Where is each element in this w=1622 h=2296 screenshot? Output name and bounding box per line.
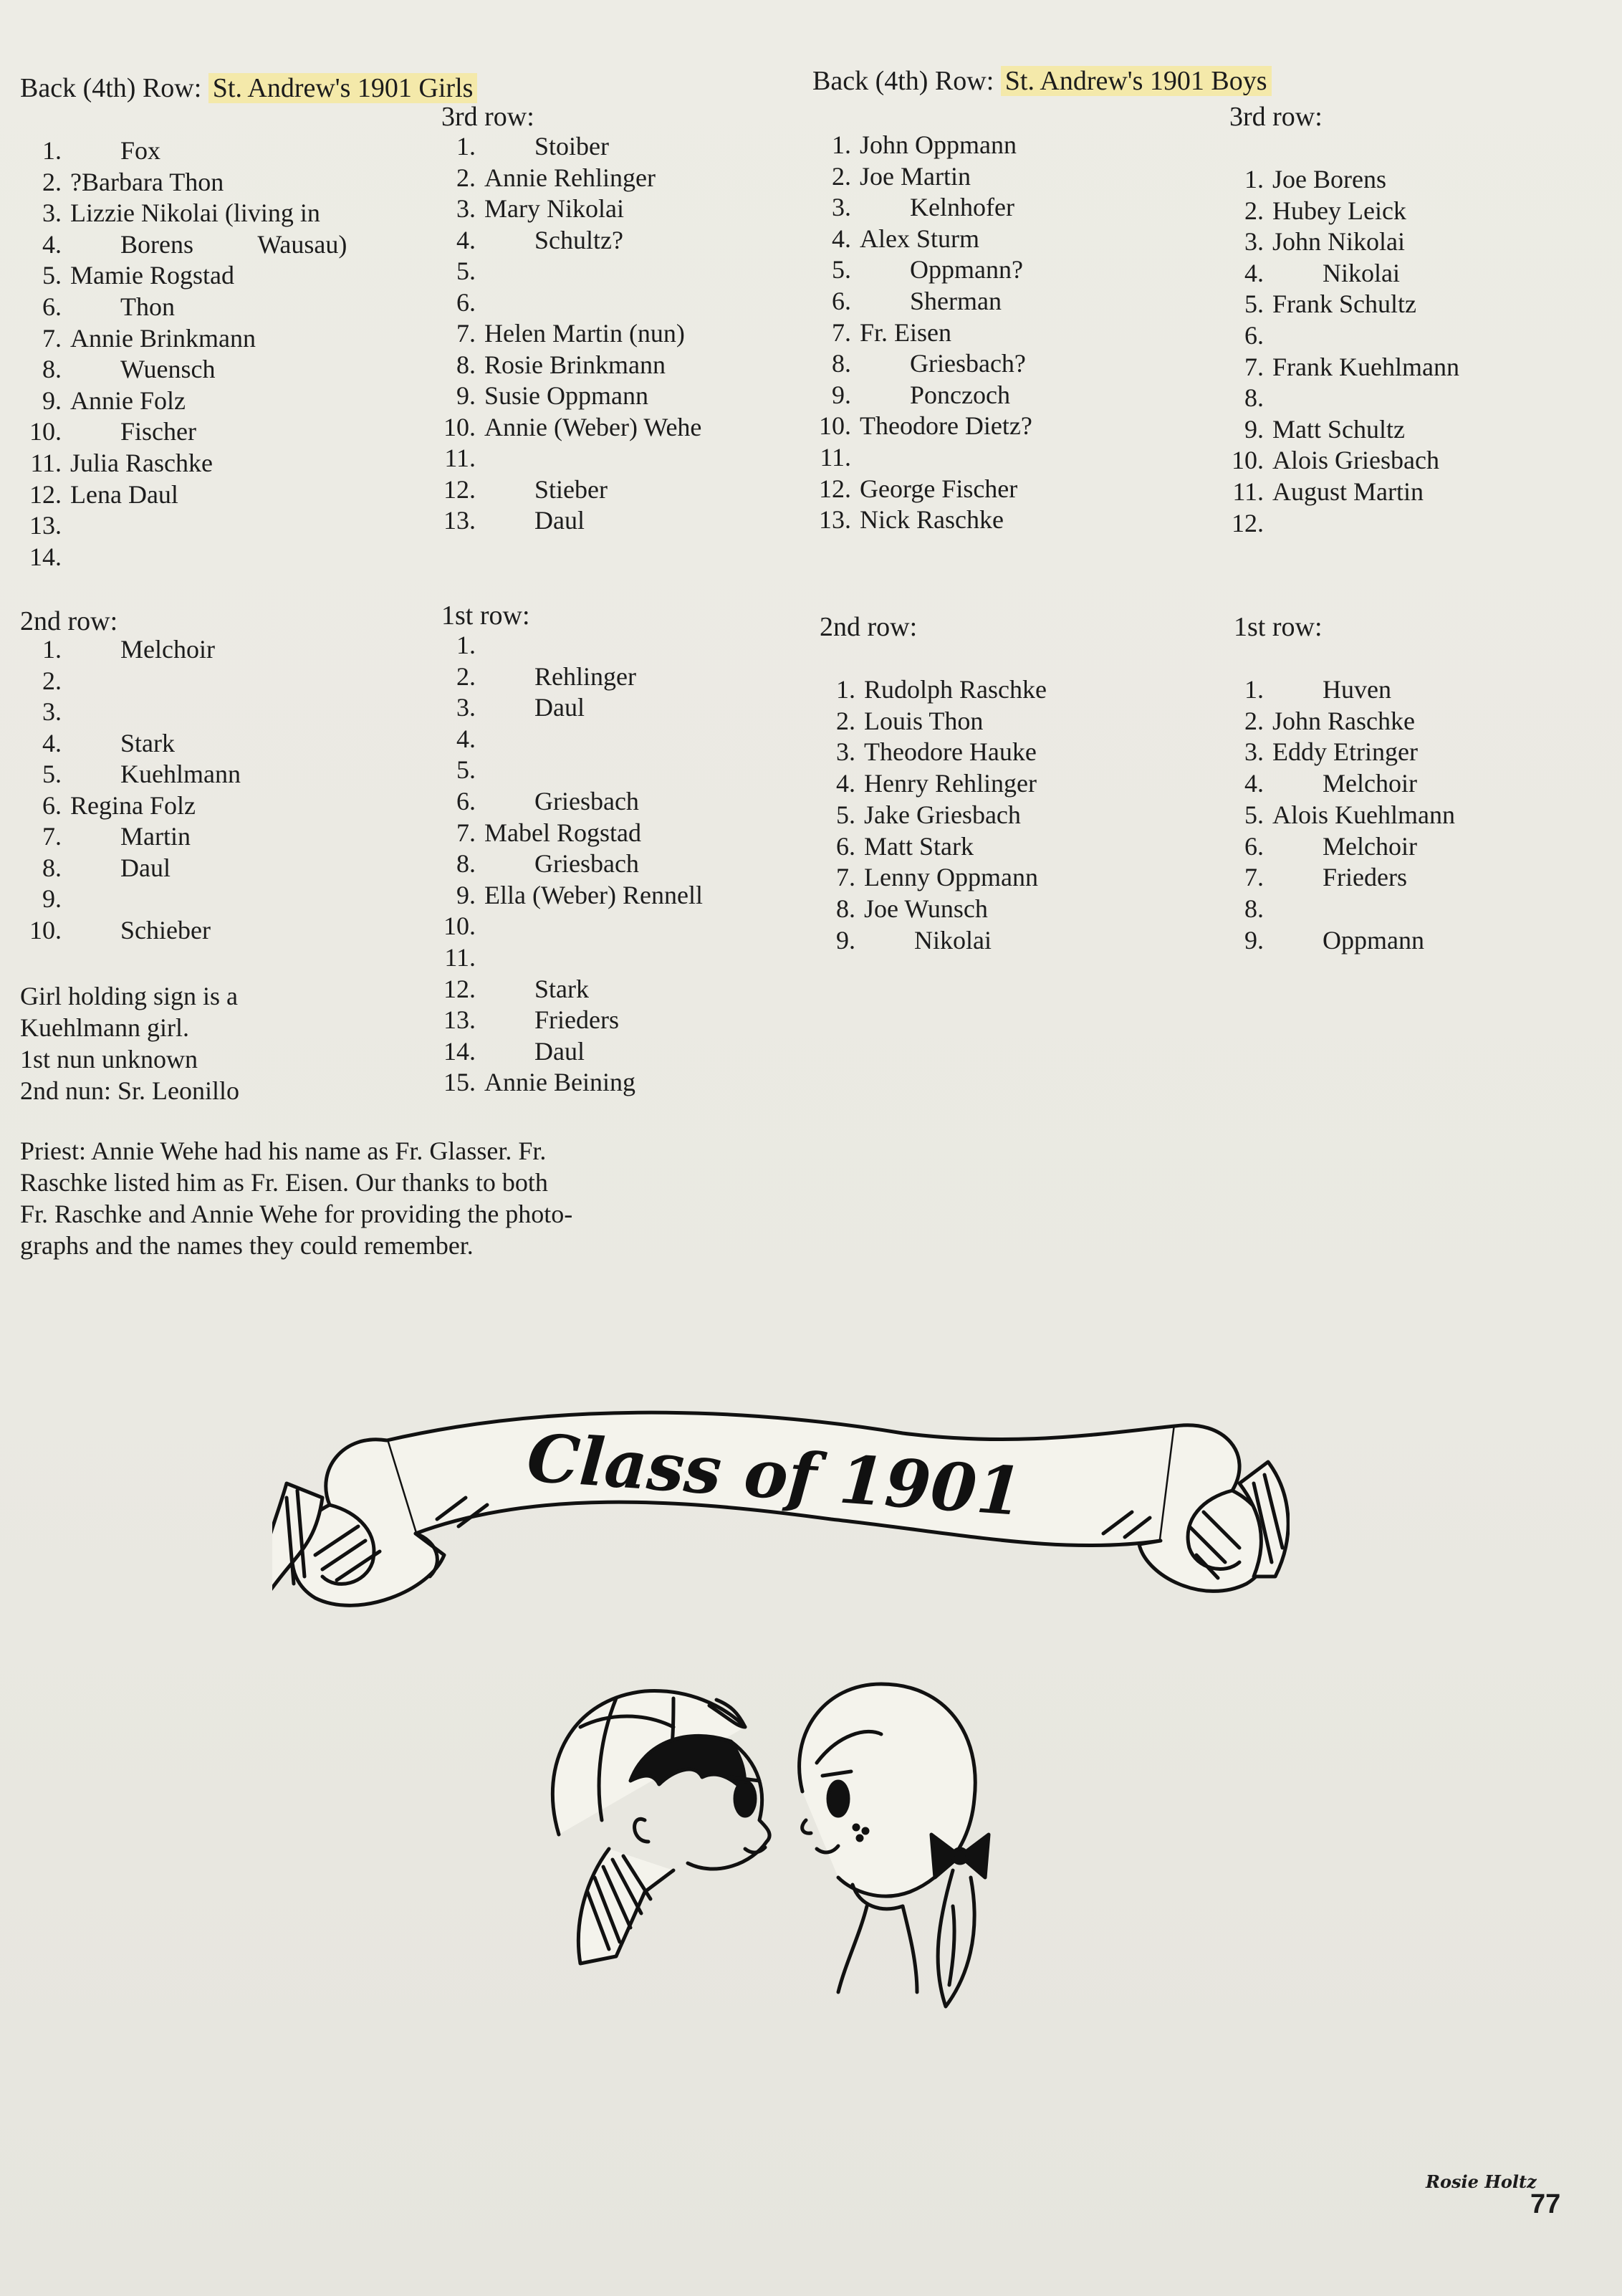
list-item bbox=[430, 224, 623, 256]
list-item bbox=[430, 1004, 619, 1035]
item-number: 1. bbox=[42, 635, 62, 664]
list-item bbox=[430, 504, 585, 536]
item-number: 1. bbox=[42, 136, 62, 165]
item-name: Theodore Dietz? bbox=[860, 411, 1032, 441]
item-number: 10. bbox=[29, 417, 62, 446]
item-number: 4. bbox=[42, 728, 62, 757]
list-item bbox=[805, 129, 1017, 161]
item-name: Griesbach bbox=[534, 849, 639, 879]
list-item bbox=[16, 883, 70, 914]
item-name: Melchoir bbox=[1323, 769, 1417, 798]
girls-second-row-heading: 2nd row: bbox=[20, 606, 118, 636]
note-first-nun: 1st nun unknown bbox=[20, 1045, 198, 1073]
item-number: 1. bbox=[1244, 675, 1264, 704]
item-number: 14. bbox=[443, 1036, 476, 1066]
girls-third-row-heading: 3rd row: bbox=[441, 102, 534, 132]
item-number: 10. bbox=[1232, 446, 1264, 475]
item-name: Griesbach? bbox=[910, 349, 1026, 378]
item-number: 2. bbox=[1244, 706, 1264, 735]
item-number: 11. bbox=[820, 443, 851, 472]
list-item bbox=[430, 411, 701, 443]
item-number: 12. bbox=[443, 474, 476, 504]
item-name: Alex Sturm bbox=[860, 224, 979, 253]
item-name: Susie Oppmann bbox=[484, 381, 648, 410]
item-name: Stark bbox=[534, 974, 589, 1003]
item-name: Alois Griesbach bbox=[1272, 446, 1439, 475]
list-item bbox=[16, 353, 216, 385]
list-item bbox=[16, 259, 234, 291]
item-name: Daul bbox=[534, 1036, 585, 1066]
list-item bbox=[810, 831, 974, 862]
list-item bbox=[810, 924, 992, 956]
item-name: Lizzie Nikolai (living in bbox=[70, 198, 320, 228]
item-number: 7. bbox=[836, 863, 855, 892]
note-sign-girl: Girl holding sign is a bbox=[20, 982, 238, 1010]
item-number: 8. bbox=[42, 853, 62, 882]
list-item bbox=[1218, 799, 1455, 831]
item-number: 13. bbox=[443, 506, 476, 535]
item-number: 11. bbox=[1232, 477, 1264, 506]
list-item bbox=[16, 447, 213, 479]
item-name: Daul bbox=[534, 506, 585, 535]
item-number: 9. bbox=[832, 380, 851, 409]
item-number: 7. bbox=[456, 319, 476, 348]
list-item bbox=[805, 191, 1014, 223]
item-number: 12. bbox=[29, 479, 62, 509]
item-number: 11. bbox=[30, 449, 62, 477]
item-name: John Raschke bbox=[1272, 706, 1415, 735]
item-number: 3. bbox=[42, 198, 62, 228]
item-name: Regina Folz bbox=[70, 790, 196, 820]
item-name: Annie Brinkmann bbox=[70, 323, 256, 353]
item-name: Stieber bbox=[534, 474, 608, 504]
item-name: Joe Wunsch bbox=[864, 894, 988, 923]
item-number: 12. bbox=[819, 474, 851, 503]
note-second-nun: 2nd nun: Sr. Leonillo bbox=[20, 1076, 239, 1105]
item-name: Martin bbox=[120, 822, 191, 851]
item-number: 7. bbox=[42, 323, 62, 353]
item-number: 11. bbox=[444, 943, 476, 972]
item-number: 7. bbox=[1244, 863, 1264, 892]
girls-back-row-heading: Back (4th) Row: St. Andrew's 1901 Girls bbox=[20, 72, 477, 105]
item-name: Annie (Weber) Wehe bbox=[484, 412, 702, 441]
item-number: 6. bbox=[456, 787, 476, 815]
list-item bbox=[430, 1066, 635, 1098]
item-name: Sherman bbox=[910, 287, 1002, 315]
item-name: Melchoir bbox=[120, 635, 215, 664]
priest-note-line: graphs and the names they could remember. bbox=[20, 1231, 474, 1260]
list-item bbox=[16, 166, 224, 198]
item-name: Fischer bbox=[120, 417, 196, 446]
list-item bbox=[810, 674, 1047, 705]
item-name: Nikolai bbox=[1323, 258, 1400, 287]
list-item bbox=[1218, 476, 1424, 507]
list-item bbox=[430, 193, 624, 224]
item-name: Thon bbox=[120, 292, 175, 321]
item-name: Matt Stark bbox=[864, 831, 974, 861]
item-name: Joe Martin bbox=[860, 161, 971, 191]
list-item bbox=[430, 910, 484, 942]
item-number: 8. bbox=[456, 849, 476, 879]
item-number: 3. bbox=[1244, 227, 1264, 257]
item-name: Rudolph Raschke bbox=[864, 675, 1047, 704]
list-item bbox=[16, 197, 320, 229]
item-name: August Martin bbox=[1272, 477, 1424, 506]
list-item bbox=[16, 510, 70, 541]
list-item bbox=[430, 973, 589, 1005]
item-name: Frank Schultz bbox=[1272, 290, 1416, 319]
item-name: Griesbach bbox=[534, 787, 639, 815]
list-item bbox=[1218, 320, 1272, 351]
item-number: 13. bbox=[29, 511, 62, 540]
list-item bbox=[1218, 767, 1417, 799]
list-item bbox=[16, 322, 256, 354]
girls-first-row-heading: 1st row: bbox=[441, 601, 530, 631]
item-name: Mabel Rogstad bbox=[484, 818, 641, 847]
item-number: 1. bbox=[836, 675, 855, 704]
item-number: 4. bbox=[456, 724, 476, 753]
list-item bbox=[430, 317, 685, 349]
list-item bbox=[430, 692, 585, 723]
item-number: 8. bbox=[42, 355, 62, 384]
item-name: John Oppmann bbox=[860, 130, 1017, 159]
item-number: 6. bbox=[836, 831, 855, 861]
priest-note-line: Priest: Annie Wehe had his name as Fr. Glasser. Fr. bbox=[20, 1137, 547, 1165]
item-number: 7. bbox=[456, 818, 476, 847]
class-of-1901-illustration bbox=[272, 1390, 1290, 2049]
item-name: Kelnhofer bbox=[910, 193, 1014, 222]
list-item bbox=[1218, 257, 1400, 289]
item-number: 7. bbox=[42, 822, 62, 851]
list-item bbox=[1218, 507, 1272, 539]
item-number: 7. bbox=[832, 317, 851, 347]
list-item bbox=[430, 785, 639, 817]
item-number: 2. bbox=[42, 666, 62, 695]
item-number: 5. bbox=[456, 257, 476, 285]
list-item bbox=[1218, 674, 1391, 705]
item-name: Matt Schultz bbox=[1272, 414, 1405, 444]
list-item bbox=[805, 348, 1026, 379]
list-item bbox=[805, 379, 1010, 411]
list-item bbox=[805, 317, 951, 348]
item-number: 6. bbox=[832, 287, 851, 315]
item-number: 4. bbox=[1244, 769, 1264, 798]
list-item bbox=[805, 441, 860, 473]
priest-note-line: Raschke listed him as Fr. Eisen. Our thanks to both bbox=[20, 1168, 548, 1197]
item-name: Ella (Weber) Rennell bbox=[484, 880, 703, 909]
list-item bbox=[16, 479, 178, 510]
item-name: Schultz? bbox=[534, 225, 623, 254]
item-number: 8. bbox=[836, 894, 855, 923]
item-number: 9. bbox=[456, 880, 476, 909]
list-item bbox=[16, 758, 241, 790]
item-name: Stark bbox=[120, 728, 175, 757]
item-number: 5. bbox=[1244, 290, 1264, 319]
item-name: Melchoir bbox=[1323, 831, 1417, 861]
item-name: Frieders bbox=[534, 1005, 619, 1035]
item-number: 11. bbox=[444, 444, 476, 472]
item-name: Eddy Etringer bbox=[1272, 737, 1418, 767]
list-item bbox=[430, 942, 484, 973]
item-name: Huven bbox=[1323, 675, 1391, 704]
list-item bbox=[16, 291, 175, 322]
priest-note-line: Fr. Raschke and Annie Wehe for providing the photo- bbox=[20, 1200, 573, 1228]
item-name: George Fischer bbox=[860, 474, 1018, 503]
item-number: 6. bbox=[42, 292, 62, 321]
item-number: 9. bbox=[836, 925, 855, 955]
item-name: Helen Martin (nun) bbox=[484, 319, 685, 348]
item-number: 8. bbox=[1244, 383, 1264, 413]
list-item bbox=[16, 416, 196, 447]
list-item bbox=[430, 879, 703, 911]
item-number: 4. bbox=[1244, 258, 1264, 287]
item-number: 2. bbox=[456, 661, 476, 691]
list-item bbox=[1218, 893, 1272, 924]
item-name: Nick Raschke bbox=[860, 505, 1004, 535]
item-number: 10. bbox=[443, 412, 476, 441]
list-item bbox=[16, 633, 215, 665]
item-number: 5. bbox=[456, 755, 476, 785]
item-number: 12. bbox=[443, 974, 476, 1003]
list-item bbox=[810, 705, 983, 737]
list-item bbox=[430, 474, 608, 505]
item-number: 1. bbox=[456, 132, 476, 161]
list-item bbox=[430, 442, 484, 474]
list-item bbox=[810, 893, 988, 924]
list-item bbox=[430, 723, 484, 755]
item-number: 8. bbox=[832, 349, 851, 378]
note-kuehlmann: Kuehlmann girl. bbox=[20, 1013, 189, 1042]
boys-first-row-heading: 1st row: bbox=[1234, 612, 1323, 642]
item-number: 10. bbox=[443, 912, 476, 941]
item-number: 8. bbox=[456, 350, 476, 379]
list-item bbox=[430, 162, 656, 193]
item-name: Oppmann? bbox=[910, 255, 1023, 284]
item-number: 5. bbox=[1244, 800, 1264, 829]
list-item bbox=[1218, 413, 1405, 445]
list-item bbox=[805, 161, 971, 192]
list-item bbox=[430, 1035, 585, 1067]
list-item bbox=[1218, 861, 1407, 893]
list-item bbox=[430, 130, 609, 162]
list-item bbox=[430, 380, 648, 411]
item-number: 12. bbox=[1232, 508, 1264, 537]
list-item bbox=[1218, 288, 1416, 320]
page-number: 77 bbox=[1530, 2189, 1561, 2219]
item-number: 9. bbox=[42, 386, 62, 415]
list-item bbox=[430, 754, 484, 785]
list-item bbox=[16, 727, 175, 759]
item-number: 13. bbox=[819, 505, 851, 535]
item-name: Julia Raschke bbox=[70, 449, 213, 477]
item-number: 6. bbox=[42, 790, 62, 820]
item-number: 2. bbox=[1244, 196, 1264, 225]
item-number: 2. bbox=[42, 167, 62, 196]
list-item bbox=[805, 285, 1002, 317]
item-name: Louis Thon bbox=[864, 706, 984, 735]
item-name: Alois Kuehlmann bbox=[1272, 800, 1455, 829]
item-number: 15. bbox=[443, 1068, 476, 1097]
item-name: ?Barbara Thon bbox=[70, 167, 224, 196]
list-item bbox=[430, 629, 484, 661]
item-number: 5. bbox=[836, 800, 855, 829]
item-number: 5. bbox=[832, 255, 851, 284]
item-number: 13. bbox=[443, 1005, 476, 1035]
item-name: Frieders bbox=[1323, 863, 1407, 892]
list-item bbox=[810, 767, 1037, 799]
item-name: Lena Daul bbox=[70, 479, 178, 509]
artist-signature: Rosie Holtz bbox=[1426, 2171, 1537, 2192]
list-item bbox=[1218, 736, 1418, 767]
item-number: 1. bbox=[1244, 165, 1264, 193]
item-number: 3. bbox=[836, 737, 855, 767]
item-name: Nikolai bbox=[914, 925, 992, 955]
list-item bbox=[1218, 195, 1406, 226]
item-name: Annie Rehlinger bbox=[484, 163, 656, 192]
item-name: Joe Borens bbox=[1272, 165, 1386, 193]
item-number: 1. bbox=[832, 130, 851, 159]
list-item bbox=[430, 817, 641, 848]
item-name: Henry Rehlinger bbox=[864, 769, 1037, 798]
boys-second-row-heading: 2nd row: bbox=[820, 612, 918, 642]
item-number: 3. bbox=[42, 697, 62, 726]
item-number: 4. bbox=[456, 225, 476, 254]
item-name: Daul bbox=[534, 693, 585, 722]
list-item bbox=[1218, 831, 1417, 862]
list-item bbox=[810, 736, 1037, 767]
item-number: 5. bbox=[42, 760, 62, 788]
item-name: Rehlinger bbox=[534, 661, 636, 691]
list-item bbox=[430, 255, 484, 287]
list-item bbox=[16, 852, 171, 884]
item-number: 7. bbox=[1244, 352, 1264, 381]
item-name: Oppmann bbox=[1323, 925, 1424, 955]
item-name: Mamie Rogstad bbox=[70, 261, 234, 290]
item-name: Hubey Leick bbox=[1272, 196, 1406, 225]
boys-third-row-heading: 3rd row: bbox=[1229, 102, 1323, 132]
list-item bbox=[16, 665, 70, 697]
item-name: Jake Griesbach bbox=[864, 800, 1021, 829]
item-name: Schieber bbox=[120, 915, 211, 944]
item-name: Wuensch bbox=[120, 355, 216, 384]
list-item bbox=[16, 914, 211, 946]
item-number: 9. bbox=[456, 381, 476, 410]
list-item bbox=[1218, 351, 1459, 383]
item-number: 10. bbox=[29, 915, 62, 944]
item-name: Rosie Brinkmann bbox=[484, 350, 666, 379]
list-item bbox=[805, 223, 979, 254]
list-item bbox=[16, 541, 70, 573]
list-item bbox=[1218, 163, 1386, 195]
list-item bbox=[430, 287, 484, 318]
item-name: Daul bbox=[120, 853, 171, 882]
item-number: 6. bbox=[1244, 831, 1264, 861]
item-name: Theodore Hauke bbox=[864, 737, 1037, 767]
list-item bbox=[16, 696, 70, 727]
item-number: 4. bbox=[832, 224, 851, 253]
item-name: Borens Wausau) bbox=[120, 229, 347, 259]
item-name: Annie Beining bbox=[484, 1068, 635, 1097]
list-item bbox=[16, 385, 186, 416]
item-name: Ponczoch bbox=[910, 380, 1010, 409]
item-number: 4. bbox=[42, 229, 62, 259]
item-number: 3. bbox=[456, 194, 476, 223]
item-number: 6. bbox=[1244, 321, 1264, 350]
list-item bbox=[430, 349, 666, 381]
item-number: 2. bbox=[836, 706, 855, 735]
item-number: 1. bbox=[456, 631, 476, 659]
list-item bbox=[1218, 444, 1439, 476]
item-number: 5. bbox=[42, 261, 62, 290]
list-item bbox=[16, 135, 160, 166]
list-item bbox=[1218, 924, 1424, 956]
boys-back-row-heading: Back (4th) Row: St. Andrew's 1901 Boys bbox=[812, 64, 1272, 97]
item-number: 14. bbox=[29, 542, 62, 571]
list-item bbox=[810, 799, 1021, 831]
list-item bbox=[16, 229, 347, 260]
item-name: Stoiber bbox=[534, 132, 609, 161]
item-number: 4. bbox=[836, 769, 855, 798]
item-name: John Nikolai bbox=[1272, 227, 1405, 257]
item-name: Frank Kuehlmann bbox=[1272, 352, 1459, 381]
list-item bbox=[805, 254, 1023, 285]
banner-text: Class of 1901 bbox=[524, 1419, 1025, 1531]
list-item bbox=[805, 504, 1004, 535]
item-name: Fr. Eisen bbox=[860, 317, 952, 347]
item-number: 10. bbox=[819, 411, 851, 441]
list-item bbox=[430, 848, 639, 879]
item-number: 3. bbox=[1244, 737, 1264, 767]
list-item bbox=[430, 661, 636, 692]
item-number: 3. bbox=[832, 193, 851, 222]
list-item bbox=[805, 410, 1032, 441]
item-number: 9. bbox=[42, 884, 62, 913]
list-item bbox=[805, 473, 1017, 504]
item-name: Kuehlmann bbox=[120, 760, 241, 788]
item-number: 9. bbox=[1244, 414, 1264, 444]
list-item bbox=[1218, 226, 1405, 257]
item-name: Fox bbox=[120, 136, 161, 165]
list-item bbox=[1218, 705, 1415, 737]
item-number: 8. bbox=[1244, 894, 1264, 923]
item-number: 3. bbox=[456, 693, 476, 722]
list-item bbox=[810, 861, 1038, 893]
item-name: Annie Folz bbox=[70, 386, 186, 415]
list-item bbox=[16, 821, 191, 852]
item-name: Mary Nikolai bbox=[484, 194, 624, 223]
item-number: 2. bbox=[456, 163, 476, 192]
item-name: Lenny Oppmann bbox=[864, 863, 1038, 892]
item-number: 6. bbox=[456, 287, 476, 317]
item-number: 9. bbox=[1244, 925, 1264, 955]
item-number: 2. bbox=[832, 161, 851, 191]
list-item bbox=[1218, 382, 1272, 413]
list-item bbox=[16, 790, 196, 821]
